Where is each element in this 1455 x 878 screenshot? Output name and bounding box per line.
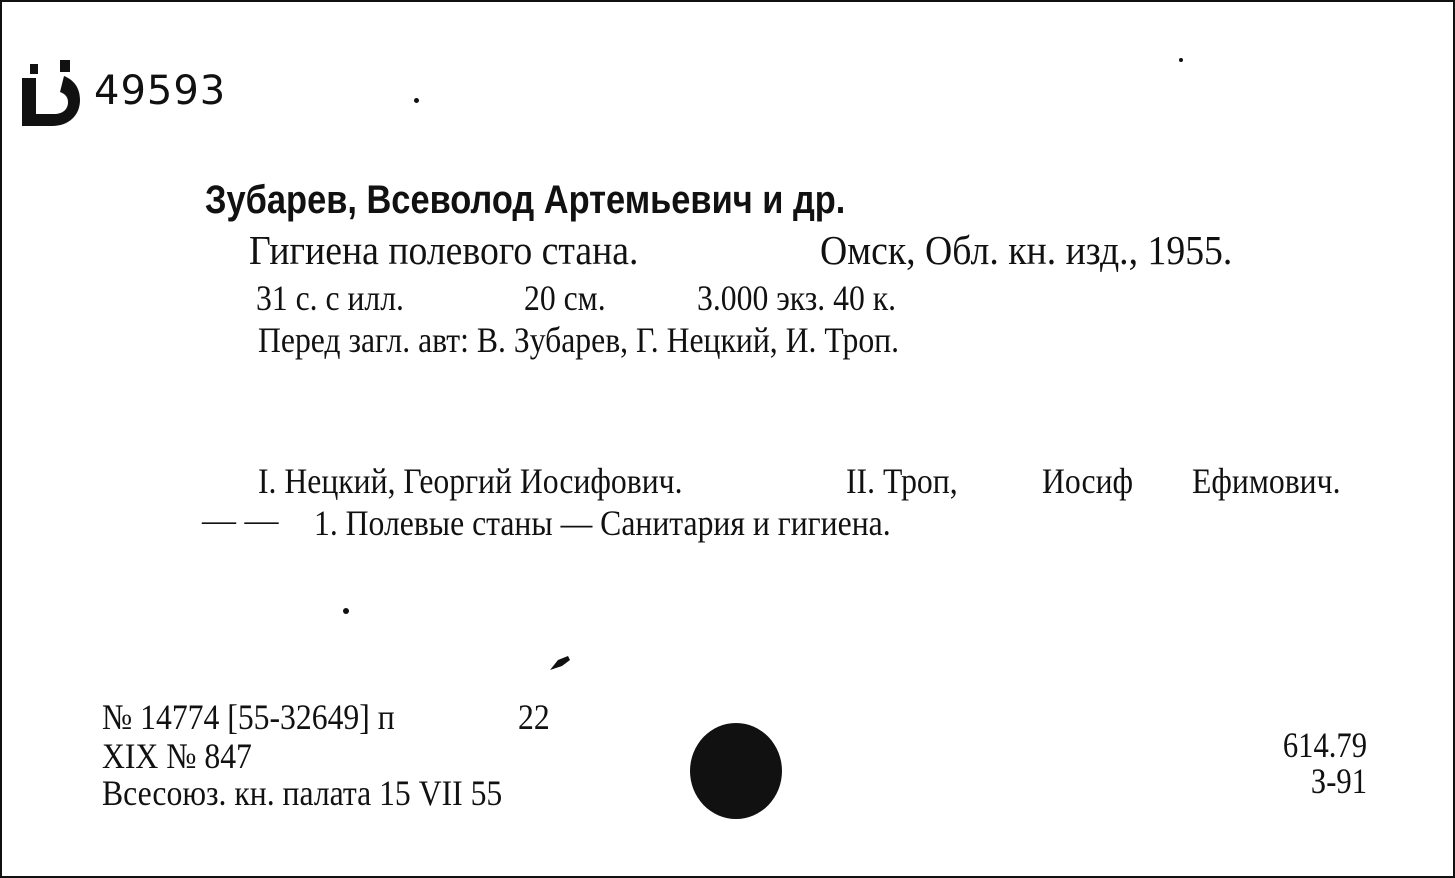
speck [343,608,349,614]
series-number: XIX № 847 [102,736,252,776]
record-count: 22 [518,697,550,737]
title-line: Гигиена полевого стана. [249,227,639,273]
extent: 31 с. с илл. [256,278,404,318]
publication-line: Омск, Обл. кн. изд., 1955. [820,227,1233,273]
copies-price: 3.000 экз. 40 к. [697,278,897,318]
subject-heading: 1. Полевые станы — Санитария и гигиена. [314,503,891,543]
author-mark: З-91 [1310,761,1367,801]
added-entry-2: II. Троп, [846,461,958,501]
library-stamp-glyph [16,58,96,133]
ink-blot [548,654,572,672]
card-heading: Зубарев, Всеволод Артемьевич и др. [205,178,846,222]
author-note: Перед загл. авт: В. Зубарев, Г. Нецкий, И. Троп. [258,320,900,360]
subject-dashes: — — [202,502,279,539]
speck [1179,58,1183,62]
book-chamber: Всесоюз. кн. палата 15 VII 55 [102,773,503,813]
inventory-number: 49593 [94,68,227,114]
added-entry-4: Ефимович. [1192,461,1341,501]
added-entry-1: I. Нецкий, Георгий Иосифович. [258,461,683,501]
size: 20 см. [524,278,606,318]
classification-number: 614.79 [1282,725,1367,765]
speck [414,98,419,103]
added-entry-3: Иосиф [1042,461,1134,501]
record-number: № 14774 [55-32649] п [102,697,395,737]
punch-hole [690,723,782,819]
